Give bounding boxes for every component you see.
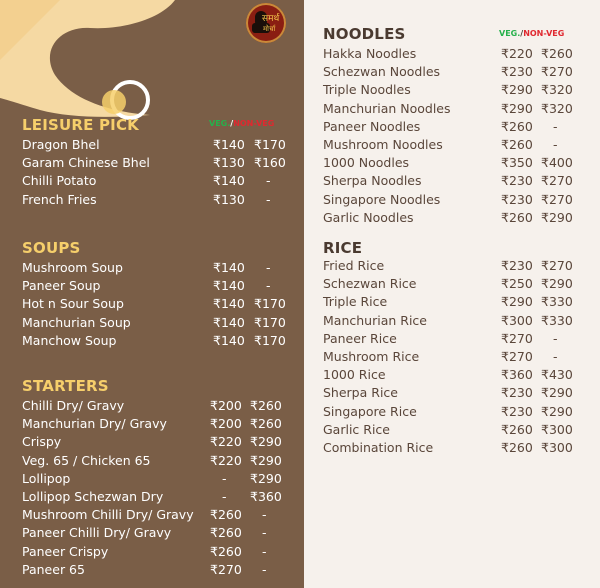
menu-item: [22, 314, 294, 332]
item-name: Sherpa Rice: [323, 385, 398, 401]
nonveg-price: ₹290: [541, 403, 573, 419]
item-name: Paneer Crispy: [22, 543, 109, 559]
logo-subtext: मोर्चा: [263, 25, 276, 33]
item-name: Manchurian Rice: [323, 312, 427, 328]
item-name: Chilli Potato: [22, 173, 97, 189]
item-name: Mushroom Chilli Dry/ Gravy: [22, 507, 194, 523]
veg-price: ₹140: [213, 173, 245, 189]
menu-item: [323, 275, 581, 293]
veg-price: ₹140: [213, 314, 245, 330]
veg-price: ₹250: [501, 276, 533, 292]
item-name: Lollipop: [22, 470, 71, 486]
item-name: Lollipop Schezwan Dry: [22, 489, 164, 504]
veg-price: ₹230: [501, 385, 533, 401]
item-name: Garlic Noodles: [323, 209, 414, 225]
veg-price: ₹260: [210, 507, 242, 523]
nonveg-price: ₹290: [250, 434, 282, 450]
menu-item: [22, 488, 290, 506]
item-name: Paneer 65: [22, 561, 85, 577]
menu-item: [323, 136, 581, 154]
nonveg-price: -: [262, 543, 267, 559]
item-name: 1000 Noodles: [323, 155, 410, 171]
item-name: Manchurian Dry/ Gravy: [22, 416, 167, 432]
veg-price: ₹140: [213, 296, 245, 312]
menu-item: [323, 191, 581, 209]
nonveg-price: ₹260: [250, 416, 282, 432]
section-title-noodles: NOODLES: [323, 25, 406, 43]
nonveg-price: ₹170: [254, 296, 286, 312]
item-name: Chilli Dry/ Gravy: [22, 398, 125, 413]
nonveg-price: ₹320: [541, 82, 573, 98]
menu-item: [323, 118, 581, 136]
veg-price: -: [222, 489, 227, 504]
nonveg-price: -: [553, 330, 558, 346]
veg-label: VEG.: [209, 119, 231, 128]
veg-price: ₹260: [501, 209, 533, 225]
menu-item: [323, 439, 581, 457]
menu-item: [323, 154, 581, 172]
item-name: Veg. 65 / Chicken 65: [22, 452, 151, 468]
item-name: Manchow Soup: [22, 332, 117, 348]
item-name: Sherpa Noodles: [323, 173, 422, 189]
menu-item: [22, 470, 290, 488]
veg-price: ₹230: [501, 173, 533, 189]
nonveg-price: ₹260: [250, 398, 282, 413]
section-title-rice: RICE: [323, 239, 363, 257]
veg-price: ₹230: [501, 191, 533, 207]
nonveg-price: ₹170: [254, 137, 286, 152]
menu-item: [22, 415, 290, 433]
menu-item: [22, 524, 290, 542]
nonveg-price: ₹290: [250, 470, 282, 486]
item-name: Schezwan Noodles: [323, 64, 441, 80]
nonveg-price: -: [266, 191, 271, 207]
nonveg-price: -: [553, 118, 558, 134]
brand-logo: [246, 3, 286, 43]
nonveg-price: ₹170: [254, 332, 286, 348]
item-name: Schezwan Rice: [323, 276, 417, 292]
nonveg-price: ₹300: [541, 421, 573, 437]
nonveg-price: ₹290: [541, 276, 573, 292]
veg-price: -: [222, 470, 227, 486]
veg-price: ₹220: [210, 452, 242, 468]
nonveg-price: ₹290: [541, 209, 573, 225]
menu-item: [22, 397, 290, 415]
item-name: Mushroom Soup: [22, 260, 123, 275]
veg-label: VEG.: [499, 29, 521, 38]
item-name: Mushroom Rice: [323, 349, 420, 364]
veg-price: ₹200: [210, 398, 242, 413]
nonveg-price: -: [553, 137, 558, 152]
nonveg-price: ₹260: [541, 46, 573, 61]
menu-item: [323, 403, 581, 421]
menu-item: [323, 421, 581, 439]
veg-price: ₹360: [501, 367, 533, 383]
veg-price: ₹270: [210, 561, 242, 577]
item-name: Manchurian Soup: [22, 314, 131, 330]
veg-price: ₹260: [210, 543, 242, 559]
nonveg-price: -: [262, 525, 267, 541]
veg-price: ₹300: [501, 312, 533, 328]
section-title-starters: STARTERS: [22, 377, 109, 395]
item-name: French Fries: [22, 191, 97, 207]
menu-item: [22, 191, 294, 209]
veg-price: ₹220: [210, 434, 242, 450]
veg-price: ₹220: [501, 46, 533, 61]
veg-price: ₹230: [501, 403, 533, 419]
nonveg-label: NON-VEG: [523, 29, 565, 38]
menu-item: [323, 348, 581, 366]
menu-item: [22, 452, 290, 470]
menu-item: [323, 366, 581, 384]
column-legend-right: [499, 29, 564, 38]
menu-item: [323, 172, 581, 190]
item-name: Paneer Chilli Dry/ Gravy: [22, 525, 172, 541]
nonveg-price: ₹360: [250, 489, 282, 504]
menu-item: [22, 543, 290, 561]
menu-item: [22, 561, 290, 579]
menu-item: [323, 63, 581, 81]
veg-price: ₹230: [501, 258, 533, 273]
menu-item: [22, 433, 290, 451]
veg-price: ₹350: [501, 155, 533, 171]
item-name: Mushroom Noodles: [323, 137, 443, 152]
section-title-leisure-pick: LEISURE PICK: [22, 116, 139, 134]
nonveg-price: ₹270: [541, 191, 573, 207]
menu-item: [22, 172, 294, 190]
menu-item: [22, 332, 294, 350]
veg-price: ₹140: [213, 332, 245, 348]
menu-item: [22, 259, 294, 277]
menu-item: [22, 154, 294, 172]
item-name: Manchurian Noodles: [323, 100, 451, 116]
menu-item: [323, 257, 581, 275]
menu-item: [22, 295, 294, 313]
veg-price: ₹290: [501, 294, 533, 310]
nonveg-price: -: [266, 260, 271, 275]
nonveg-price: ₹300: [541, 440, 573, 455]
veg-price: ₹270: [501, 349, 533, 364]
menu-item: [323, 330, 581, 348]
nonveg-price: ₹400: [541, 155, 573, 171]
item-name: Fried Rice: [323, 258, 385, 273]
logo-text: समर्थ: [262, 14, 280, 24]
menu-item: [323, 209, 581, 227]
item-name: Paneer Rice: [323, 330, 397, 346]
nonveg-price: -: [266, 278, 271, 294]
nonveg-price: ₹160: [254, 155, 286, 171]
veg-price: ₹260: [210, 525, 242, 541]
item-name: Hakka Noodles: [323, 46, 417, 61]
item-name: 1000 Rice: [323, 367, 386, 383]
legend-slash: /: [230, 119, 234, 128]
veg-price: ₹290: [501, 100, 533, 116]
veg-price: ₹230: [501, 64, 533, 80]
menu-item: [323, 100, 581, 118]
item-name: Garam Chinese Bhel: [22, 155, 150, 171]
item-name: Triple Noodles: [323, 82, 411, 98]
menu-item: [323, 312, 581, 330]
nonveg-price: ₹330: [541, 312, 573, 328]
menu-item: [323, 45, 581, 63]
item-name: Hot n Sour Soup: [22, 296, 124, 312]
legend-slash: /: [520, 29, 524, 38]
veg-price: ₹140: [213, 278, 245, 294]
nonveg-price: ₹270: [541, 173, 573, 189]
item-name: Singapore Rice: [323, 403, 417, 419]
nonveg-price: -: [262, 561, 267, 577]
section-title-soups: SOUPS: [22, 239, 81, 257]
item-name: Garlic Rice: [323, 421, 390, 437]
veg-price: ₹270: [501, 330, 533, 346]
veg-price: ₹290: [501, 82, 533, 98]
item-name: Combination Rice: [323, 440, 434, 455]
nonveg-price: ₹320: [541, 100, 573, 116]
column-legend: [209, 119, 274, 128]
nonveg-price: ₹170: [254, 314, 286, 330]
nonveg-price: -: [266, 173, 271, 189]
item-name: Triple Rice: [323, 294, 388, 310]
veg-price: ₹130: [213, 191, 245, 207]
item-name: Singapore Noodles: [323, 191, 441, 207]
nonveg-price: ₹290: [541, 385, 573, 401]
veg-price: ₹130: [213, 155, 245, 171]
nonveg-label: NON-VEG: [233, 119, 275, 128]
menu-item: [22, 506, 290, 524]
nonveg-price: ₹270: [541, 64, 573, 80]
nonveg-price: ₹430: [541, 367, 573, 383]
nonveg-price: -: [262, 507, 267, 523]
item-name: Crispy: [22, 434, 62, 450]
nonveg-price: -: [553, 349, 558, 364]
veg-price: ₹200: [210, 416, 242, 432]
menu-item: [323, 81, 581, 99]
item-name: Paneer Soup: [22, 278, 101, 294]
veg-price: ₹140: [213, 137, 245, 152]
nonveg-price: ₹270: [541, 258, 573, 273]
menu-item: [22, 277, 294, 295]
veg-price: ₹260: [501, 118, 533, 134]
menu-item: [323, 293, 581, 311]
veg-price: ₹140: [213, 260, 245, 275]
item-name: Dragon Bhel: [22, 137, 100, 152]
menu-item: [22, 136, 294, 154]
nonveg-price: ₹290: [250, 452, 282, 468]
veg-price: ₹260: [501, 421, 533, 437]
veg-price: ₹260: [501, 440, 533, 455]
menu-item: [323, 384, 581, 402]
veg-price: ₹260: [501, 137, 533, 152]
item-name: Paneer Noodles: [323, 118, 421, 134]
nonveg-price: ₹330: [541, 294, 573, 310]
